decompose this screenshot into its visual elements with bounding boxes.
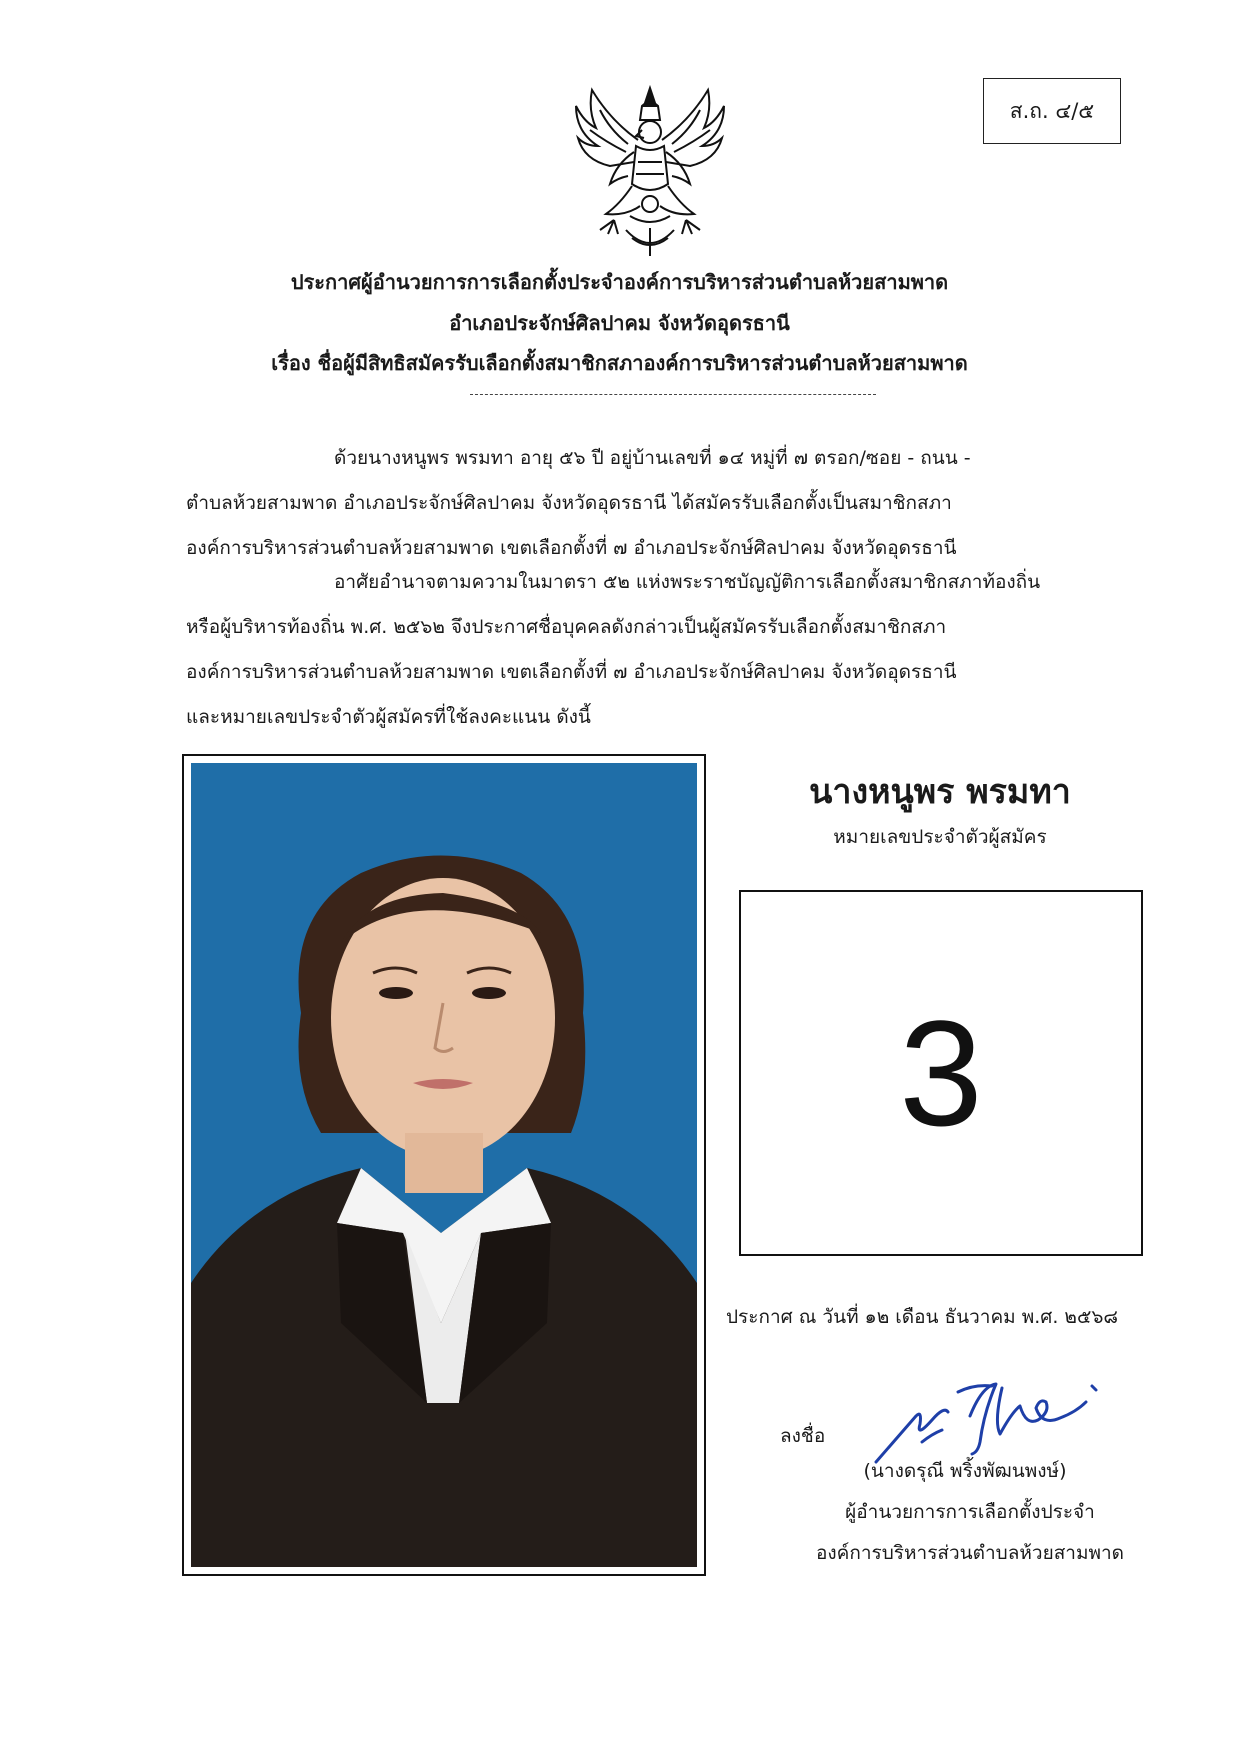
candidate-photo: [191, 763, 697, 1567]
candidate-number-label: หมายเลขประจำตัวผู้สมัคร: [833, 826, 1047, 848]
garuda-emblem-icon: [570, 80, 730, 262]
paragraph-legal-basis: [186, 560, 1164, 740]
heading-line-2: อำเภอประจักษ์ศิลปาคม จังหวัดอุดรธานี: [449, 311, 790, 335]
announcement-date: ประกาศ ณ วันที่ ๑๒ เดือน ธันวาคม พ.ศ. ๒๕๖๘: [726, 1306, 1119, 1328]
paragraph-line: อาศัยอำนาจตามความในมาตรา ๕๒ แห่งพระราชบัญญัติการเลือกตั้งสมาชิกสภาท้องถิ่น: [334, 571, 1041, 593]
signer-organization: องค์การบริหารส่วนตำบลห้วยสามพาด: [815, 1542, 1125, 1564]
signature-label: ลงชื่อ: [780, 1425, 826, 1447]
form-code: ส.ถ. ๔/๕: [1009, 98, 1095, 123]
heading-line-1: ประกาศผู้อำนวยการการเลือกตั้งประจำองค์การบริหารส่วนตำบลห้วยสามพาด: [290, 270, 949, 294]
paragraph-line: องค์การบริหารส่วนตำบลห้วยสามพาด เขตเลือกตั้งที่ ๗ อำเภอประจักษ์ศิลปาคม จังหวัดอุดรธานี: [186, 661, 957, 683]
candidate-name: นางหนูพร พรมทา: [809, 772, 1071, 812]
signer-position: ผู้อำนวยการการเลือกตั้งประจำ: [845, 1501, 1095, 1523]
heading-subject: เรื่อง ชื่อผู้มีสิทธิสมัครรับเลือกตั้งสมาชิกสภาองค์การบริหารส่วนตำบลห้วยสามพาด: [271, 351, 968, 375]
paragraph-candidate-info: [186, 436, 1164, 571]
candidate-photo-frame: [182, 754, 706, 1576]
paragraph-line: ด้วยนางหนูพร พรมทา อายุ ๕๖ ปี อยู่บ้านเลขที่ ๑๔ หมู่ที่ ๗ ตรอก/ซอย - ถนน -: [334, 447, 971, 469]
candidate-number: 3: [899, 988, 983, 1157]
signer-name: (นางดรุณี พริ้งพัฒนพงษ์): [863, 1460, 1067, 1482]
dashed-divider: [470, 394, 876, 395]
paragraph-line: องค์การบริหารส่วนตำบลห้วยสามพาด เขตเลือกตั้งที่ ๗ อำเภอประจักษ์ศิลปาคม จังหวัดอุดรธานี: [186, 537, 957, 559]
candidate-number-box: [739, 890, 1143, 1256]
form-code-box: [983, 78, 1121, 144]
paragraph-line: และหมายเลขประจำตัวผู้สมัครที่ใช้ลงคะแนน ดังนี้: [186, 706, 591, 728]
paragraph-line: ตำบลห้วยสามพาด อำเภอประจักษ์ศิลปาคม จังหวัดอุดรธานี ได้สมัครรับเลือกตั้งเป็นสมาชิกสภา: [186, 492, 952, 514]
paragraph-line: หรือผู้บริหารท้องถิ่น พ.ศ. ๒๕๖๒ จึงประกาศชื่อบุคคลดังกล่าวเป็นผู้สมัครรับเลือกตั้งสมาชิกสภา: [186, 616, 947, 638]
